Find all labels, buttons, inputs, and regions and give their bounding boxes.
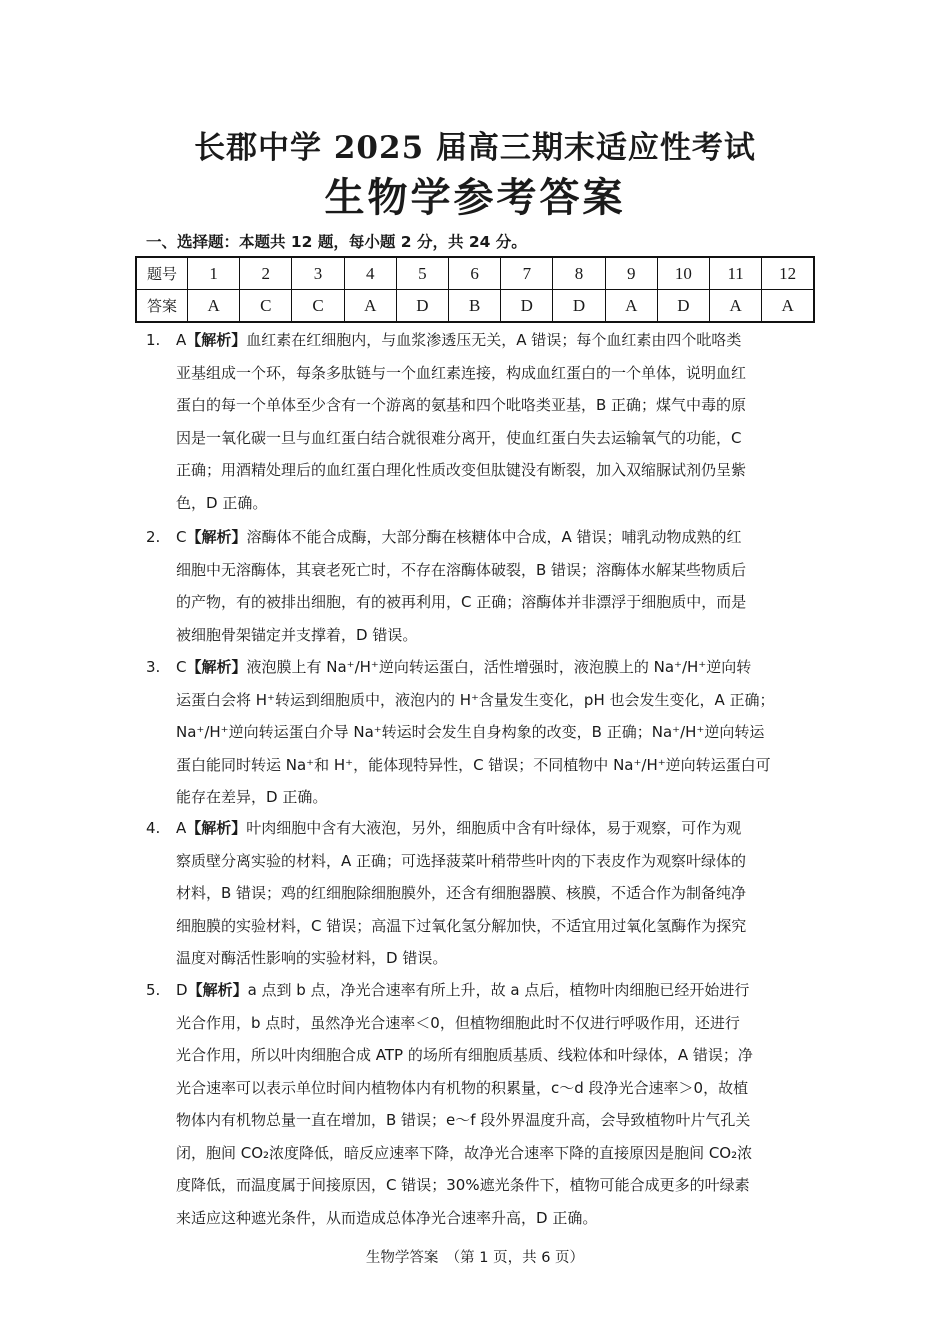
item-line <box>176 324 810 357</box>
item-text: 叶肉细胞中含有大液泡，另外，细胞质中含有叶绿体，易于观察，可作为观 <box>246 819 742 837</box>
explanation-item-5 <box>146 974 810 1234</box>
question-number: 1 <box>188 257 240 290</box>
item-line <box>176 651 810 684</box>
item-answer: A <box>176 819 187 837</box>
analysis-tag: 【解析】 <box>186 819 247 837</box>
answer-cell: A <box>344 290 396 323</box>
answer-cell: D <box>657 290 709 323</box>
answer-cell: C <box>240 290 292 323</box>
answer-cell: B <box>449 290 501 323</box>
page-footer: 生物学答案 （第 1 页，共 6 页） <box>365 1250 585 1266</box>
item-line: 闭，胞间 CO₂浓度降低，暗反应速率下降，故净光合速率下降的直接原因是胞间 CO₂浓 <box>176 1143 753 1162</box>
item-answer: A <box>176 331 187 349</box>
item-line: 度降低，而温度属于间接原因，C 错误；30%遮光条件下，植物可能合成更多的叶绿素 <box>176 1176 750 1194</box>
question-number: 10 <box>657 257 709 290</box>
analysis-tag: 【解析】 <box>187 981 248 999</box>
answer-cell: D <box>501 290 553 323</box>
answer-cell: D <box>396 290 448 323</box>
item-text: 血红素在红细胞内，与血浆渗透压无关，A 错误；每个血红素由四个吡咯类 <box>246 331 742 349</box>
answer-cell: A <box>762 290 814 323</box>
row-label-question: 题号 <box>136 257 188 290</box>
item-line: 细胞中无溶酶体，其衰老死亡时，不存在溶酶体破裂，B 错误；溶酶体水解某些物质后 <box>176 560 747 579</box>
exam-title: 长郡中学 2025 届高三期末适应性考试 <box>194 130 756 166</box>
item-line: 光合作用，b 点时，虽然净光合速率＜0，但植物细胞此时不仅进行呼吸作用，还进行 <box>176 1013 740 1032</box>
question-number: 7 <box>501 257 553 290</box>
question-number: 2 <box>240 257 292 290</box>
item-line <box>176 974 810 1007</box>
item-line: 蛋白能同时转运 Na⁺和 H⁺，能体现特异性，C 错误；不同植物中 Na⁺/H⁺逆向转运蛋白可 <box>176 755 771 774</box>
item-line: 被细胞骨架锚定并支撑着，D 错误。 <box>176 625 418 644</box>
item-line: Na⁺/H⁺逆向转运蛋白介导 Na⁺转运时会发生自身构象的改变，B 正确；Na⁺/H⁺逆向转运 <box>176 723 765 741</box>
item-line: 色，D 正确。 <box>176 493 268 512</box>
explanation-item-3 <box>146 651 810 814</box>
item-line: 察质壁分离实验的材料，A 正确；可选择菠菜叶稍带些叶肉的下表皮作为观察叶绿体的 <box>176 851 747 870</box>
item-text: 溶酶体不能合成酶，大部分酶在核糖体中合成，A 错误；哺乳动物成熟的红 <box>246 528 742 546</box>
item-line <box>176 812 810 845</box>
item-number: 2. <box>146 528 161 546</box>
item-answer: C <box>176 528 187 546</box>
question-number: 4 <box>344 257 396 290</box>
item-line: 的产物，有的被排出细胞，有的被再利用，C 正确；溶酶体并非漂浮于细胞质中，而是 <box>176 593 747 611</box>
explanation-item-1 <box>146 324 810 519</box>
item-answer: C <box>176 658 187 676</box>
row-label-answer: 答案 <box>136 290 188 323</box>
item-line: 材料，B 错误；鸡的红细胞除细胞膜外，还含有细胞器膜、核膜，不适合作为制备纯净 <box>176 884 747 902</box>
item-line: 光合作用，所以叶肉细胞合成 ATP 的场所有细胞质基质、线粒体和叶绿体，A 错误；净 <box>176 1046 753 1064</box>
item-number: 5. <box>146 981 161 999</box>
item-line: 运蛋白会将 H⁺转运到细胞质中，液泡内的 H⁺含量发生变化，pH 也会发生变化，A 正确； <box>176 690 775 709</box>
item-answer: D <box>176 981 188 999</box>
item-line: 物体内有机物总量一直在增加，B 错误；e～f 段外界温度升高，会导致植物叶片气孔关 <box>176 1111 751 1129</box>
item-line <box>176 521 810 554</box>
item-text: a 点到 b 点，净光合速率有所上升，故 a 点后，植物叶肉细胞已经开始进行 <box>247 981 750 999</box>
answer-title: 生物学参考答案 <box>324 175 626 221</box>
question-number: 9 <box>605 257 657 290</box>
answer-cell: A <box>188 290 240 323</box>
item-line: 细胞膜的实验材料，C 错误；高温下过氧化氢分解加快，不适宜用过氧化氢酶作为探究 <box>176 916 747 935</box>
item-line: 蛋白的每一个单体至少含有一个游离的氨基和四个吡咯类亚基，B 正确；煤气中毒的原 <box>176 396 747 414</box>
item-number: 3. <box>146 658 161 676</box>
answer-cell: A <box>710 290 762 323</box>
section-heading: 一、选择题：本题共 12 题，每小题 2 分，共 24 分。 <box>146 233 527 251</box>
item-line: 正确；用酒精处理后的血红蛋白理化性质改变但肽键没有断裂，加入双缩脲试剂仍呈紫 <box>176 461 747 479</box>
question-number: 11 <box>710 257 762 290</box>
question-number: 3 <box>292 257 344 290</box>
item-line: 光合速率可以表示单位时间内植物体内有机物的积累量，c～d 段净光合速率＞0，故植 <box>176 1078 749 1097</box>
analysis-tag: 【解析】 <box>186 658 247 676</box>
question-number: 6 <box>449 257 501 290</box>
question-number-row <box>136 257 814 290</box>
item-number: 4. <box>146 819 161 837</box>
item-line: 因是一氧化碳一旦与血红蛋白结合就很难分离开，使血红蛋白失去运输氧气的功能，C <box>176 428 742 447</box>
question-number: 8 <box>553 257 605 290</box>
answer-cell: D <box>553 290 605 323</box>
item-line: 亚基组成一个环，每条多肽链与一个血红素连接，构成血红蛋白的一个单体，说明血红 <box>176 363 747 382</box>
item-number: 1. <box>146 331 161 349</box>
answer-row <box>136 290 814 323</box>
item-line: 来适应这种遮光条件，从而造成总体净光合速率升高，D 正确。 <box>176 1208 598 1227</box>
explanation-item-4 <box>146 812 810 975</box>
item-text: 液泡膜上有 Na⁺/H⁺逆向转运蛋白，活性增强时，液泡膜上的 Na⁺/H⁺逆向转 <box>246 658 752 676</box>
answer-cell: C <box>292 290 344 323</box>
item-line: 能存在差异，D 正确。 <box>176 788 328 806</box>
question-number: 12 <box>762 257 814 290</box>
analysis-tag: 【解析】 <box>186 331 247 349</box>
answer-table <box>135 256 815 323</box>
analysis-tag: 【解析】 <box>186 528 247 546</box>
explanation-item-2 <box>146 521 810 651</box>
question-number: 5 <box>396 257 448 290</box>
item-line: 温度对酶活性影响的实验材料，D 错误。 <box>176 949 448 967</box>
answer-cell: A <box>605 290 657 323</box>
